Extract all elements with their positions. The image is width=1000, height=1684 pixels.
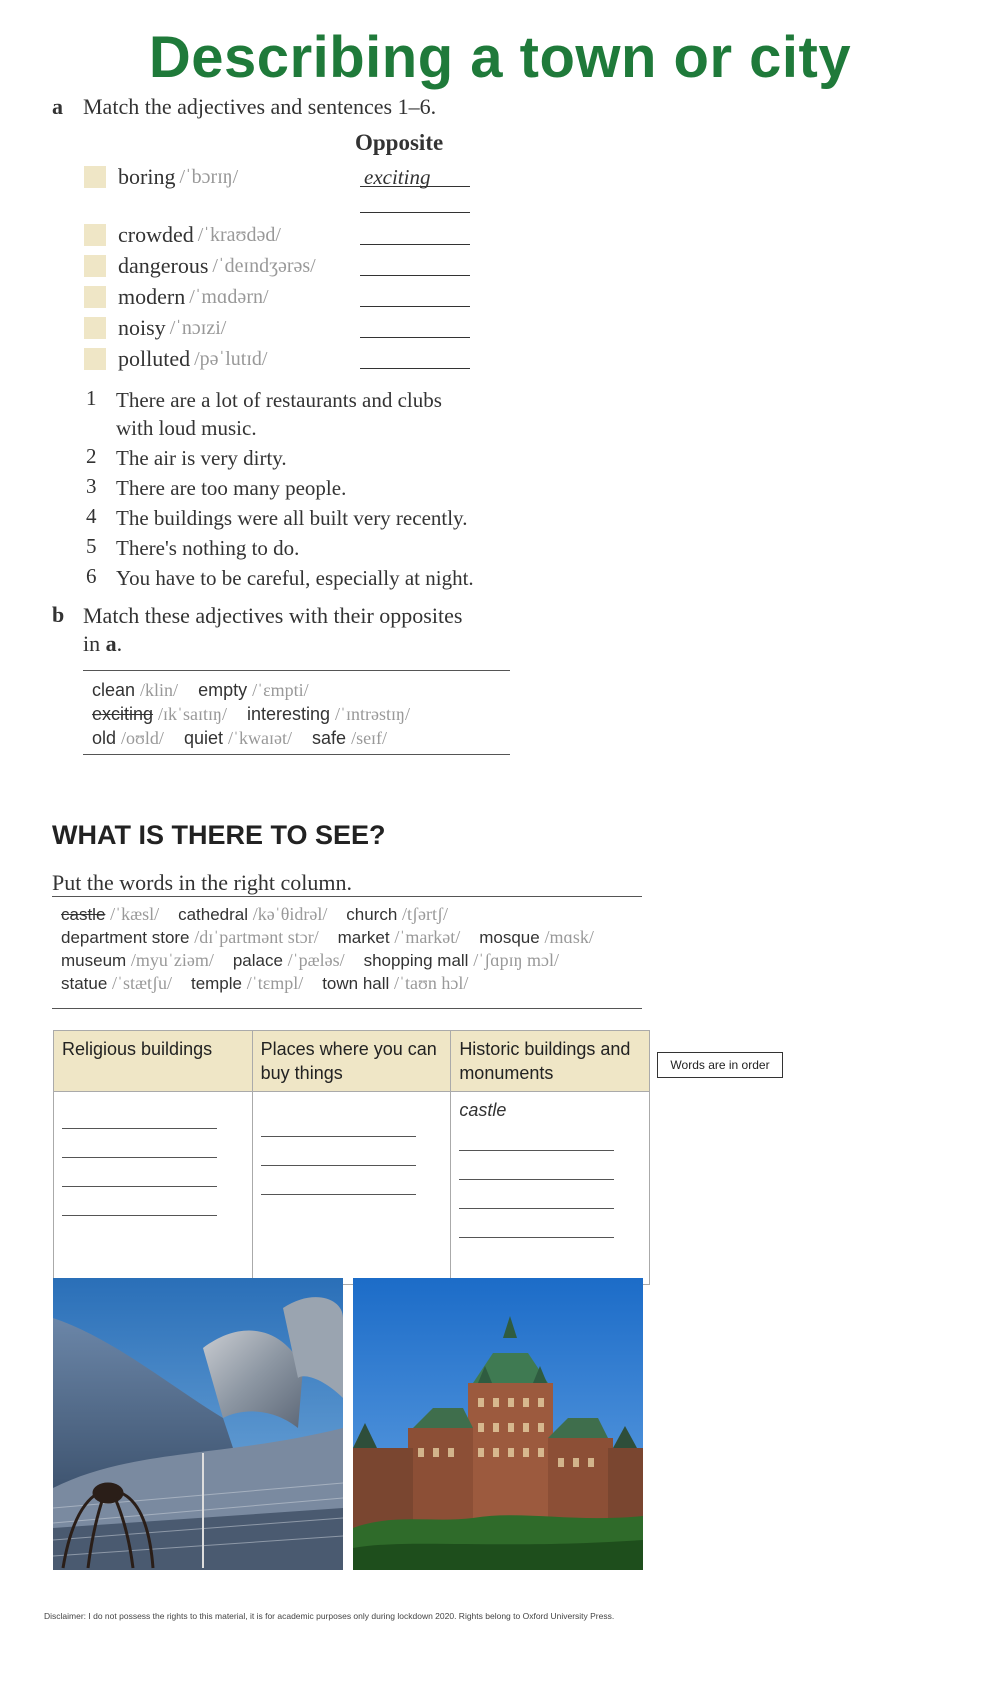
answer-line[interactable] (261, 1166, 416, 1195)
word: cathedral (178, 905, 249, 924)
column-cell (252, 1092, 451, 1285)
word-box-top-rule (83, 670, 510, 671)
sentence-number: 3 (86, 474, 97, 498)
word: empty (198, 680, 248, 700)
word: market (337, 928, 390, 947)
word-ipa: /oʊld/ (121, 728, 164, 748)
sentence-line: with loud music. (116, 416, 257, 440)
word-box-line (92, 678, 410, 702)
section-heading: WHAT IS THERE TO SEE? (52, 820, 386, 850)
word: palace (232, 951, 283, 970)
page-title: Describing a town or city (148, 25, 852, 90)
section-see-word-box (61, 903, 594, 995)
sentence-number: 4 (86, 504, 97, 528)
adjective-row (84, 222, 281, 248)
section-a-letter: a (52, 94, 63, 119)
instruction-text: in (83, 631, 106, 656)
word: quiet (183, 728, 223, 748)
sentence-line: There are a lot of restaurants and clubs (116, 388, 442, 412)
word-ipa: /seɪf/ (351, 728, 388, 748)
adjective-ipa: /ˈkraʊdəd/ (197, 223, 281, 246)
column-cell (54, 1092, 253, 1285)
word-ipa: /ˈpæləs/ (287, 950, 345, 970)
word-struck: castle (61, 905, 106, 924)
word-ipa: /ˈmarkət/ (394, 927, 461, 947)
column-cell (451, 1092, 650, 1285)
answer-box[interactable] (84, 348, 106, 370)
opposite-answer-line[interactable] (360, 368, 470, 369)
answer-line[interactable] (459, 1180, 614, 1209)
opposite-answer-line[interactable] (360, 212, 470, 213)
sentence-text: The air is very dirty. (116, 446, 287, 470)
column-header: Historic buildings and monuments (451, 1031, 650, 1092)
word: church (346, 905, 398, 924)
answer-line[interactable] (459, 1209, 614, 1238)
sentence-text: The buildings were all built very recently. (116, 506, 468, 530)
word-box-line (92, 702, 410, 726)
adjective-row (84, 346, 267, 372)
word-box-line (61, 926, 594, 949)
sentence-number: 6 (86, 564, 97, 588)
sentence-number: 2 (86, 444, 97, 468)
word: department store (61, 928, 190, 947)
instruction-line: Match these adjectives with their opposites (83, 603, 463, 628)
word: museum (61, 951, 127, 970)
category-table (53, 1030, 650, 1285)
adjective-word: modern (118, 284, 186, 309)
word-ipa: /tʃərtʃ/ (402, 904, 448, 924)
adjective-row (84, 253, 316, 279)
historic-castle-image (353, 1278, 643, 1570)
word-ipa: /klin/ (140, 680, 179, 700)
adjective-row (84, 164, 238, 190)
modern-museum-image (53, 1278, 343, 1570)
column-header: Religious buildings (54, 1031, 253, 1092)
word-ipa: /myuˈziəm/ (130, 950, 214, 970)
adjective-word: polluted (118, 346, 191, 371)
word-box-bottom-rule (52, 1008, 642, 1009)
answer-line[interactable] (62, 1158, 217, 1187)
opposite-example: exciting (364, 165, 431, 189)
answer-line[interactable] (261, 1108, 416, 1137)
word-ipa: /ˈstætʃu/ (112, 973, 173, 993)
sentence-number: 1 (86, 386, 97, 410)
word-ipa: /ˈtɛmpl/ (246, 973, 304, 993)
adjective-word: dangerous (118, 253, 209, 278)
opposite-answer-line[interactable] (360, 275, 470, 276)
word-ipa: /ɪkˈsaɪtɪŋ/ (158, 704, 227, 724)
instruction-line (83, 630, 462, 658)
modern-museum-photo (53, 1278, 343, 1570)
word-box-top-rule (52, 896, 642, 897)
instruction-text: . (116, 631, 123, 656)
word: interesting (246, 704, 331, 724)
answer-line[interactable] (62, 1100, 217, 1129)
word-ipa: /ˈɛmpti/ (252, 680, 309, 700)
sentence-text: You have to be careful, especially at night. (116, 566, 474, 590)
word-box-bottom-rule (83, 754, 510, 755)
adjective-row (84, 284, 269, 310)
word-box-line (61, 949, 594, 972)
answer-box[interactable] (84, 286, 106, 308)
example-entry: castle (459, 1100, 507, 1120)
answer-box[interactable] (84, 224, 106, 246)
section-b-word-box (92, 678, 410, 750)
opposite-answer-line[interactable] (360, 244, 470, 245)
word: clean (92, 680, 136, 700)
adjective-ipa: /ˈbɔrɪŋ/ (179, 165, 239, 188)
answer-line[interactable] (62, 1129, 217, 1158)
word: mosque (479, 928, 540, 947)
historic-castle-photo (353, 1278, 643, 1570)
adjective-ipa: /ˈmɑdərn/ (189, 285, 269, 308)
answer-line[interactable] (459, 1122, 614, 1151)
answer-box[interactable] (84, 317, 106, 339)
sentence-number: 5 (86, 534, 97, 558)
disclaimer: Disclaimer: I do not possess the rights to this material, it is for academic purposes only during lockdown 2020. Rights belong to Oxford University Press. (44, 1611, 615, 1621)
word-ipa: /mɑsk/ (544, 927, 594, 947)
section-a-instruction: Match the adjectives and sentences 1–6. (83, 94, 437, 119)
word: shopping mall (363, 951, 469, 970)
word: temple (190, 974, 242, 993)
word-struck: exciting (92, 704, 154, 724)
opposite-header: Opposite (355, 130, 444, 155)
word-ipa: /kəˈθidrəl/ (252, 904, 328, 924)
word: statue (61, 974, 108, 993)
note-box: Words are in order (657, 1052, 783, 1078)
word-ipa: /ˈʃɑpɪŋ mɔl/ (473, 950, 560, 970)
section-see-instruction: Put the words in the right column. (52, 870, 353, 895)
adjective-row (84, 315, 226, 341)
answer-box[interactable] (84, 166, 106, 188)
sentence-text (116, 386, 442, 442)
word: safe (312, 728, 347, 748)
section-b-letter: b (52, 602, 65, 627)
column-header: Places where you can buy things (252, 1031, 451, 1092)
adjective-word: crowded (118, 222, 194, 247)
word-ipa: /ˈɪntrəstɪŋ/ (335, 704, 410, 724)
answer-line[interactable] (62, 1187, 217, 1216)
word-ipa: /ˈkæsl/ (110, 904, 160, 924)
word-box-line (92, 726, 410, 750)
word-box-line (61, 972, 594, 995)
word-ipa: /ˈtaʊn hɔl/ (394, 973, 469, 993)
adjective-ipa: /ˈdeɪndʒərəs/ (212, 254, 316, 277)
word: old (92, 728, 117, 748)
opposite-answer-line[interactable] (360, 306, 470, 307)
adjective-ipa: /pəˈlutɪd/ (194, 347, 268, 370)
answer-line[interactable] (261, 1137, 416, 1166)
answer-box[interactable] (84, 255, 106, 277)
adjective-word: noisy (118, 315, 166, 340)
word: town hall (322, 974, 390, 993)
word-box-line (61, 903, 594, 926)
section-b-instruction (83, 602, 462, 658)
sentence-text: There are too many people. (116, 476, 347, 500)
answer-line[interactable] (459, 1151, 614, 1180)
word-ipa: /dɪˈpartmənt stɔr/ (194, 927, 319, 947)
adjective-ipa: /ˈnɔɪzi/ (169, 316, 227, 339)
instruction-bold: a (105, 631, 117, 656)
sentence-text: There's nothing to do. (116, 536, 300, 560)
word-ipa: /ˈkwaɪət/ (228, 728, 292, 748)
adjective-word: boring (118, 164, 176, 189)
opposite-answer-line[interactable] (360, 186, 470, 187)
opposite-answer-line[interactable] (360, 337, 470, 338)
